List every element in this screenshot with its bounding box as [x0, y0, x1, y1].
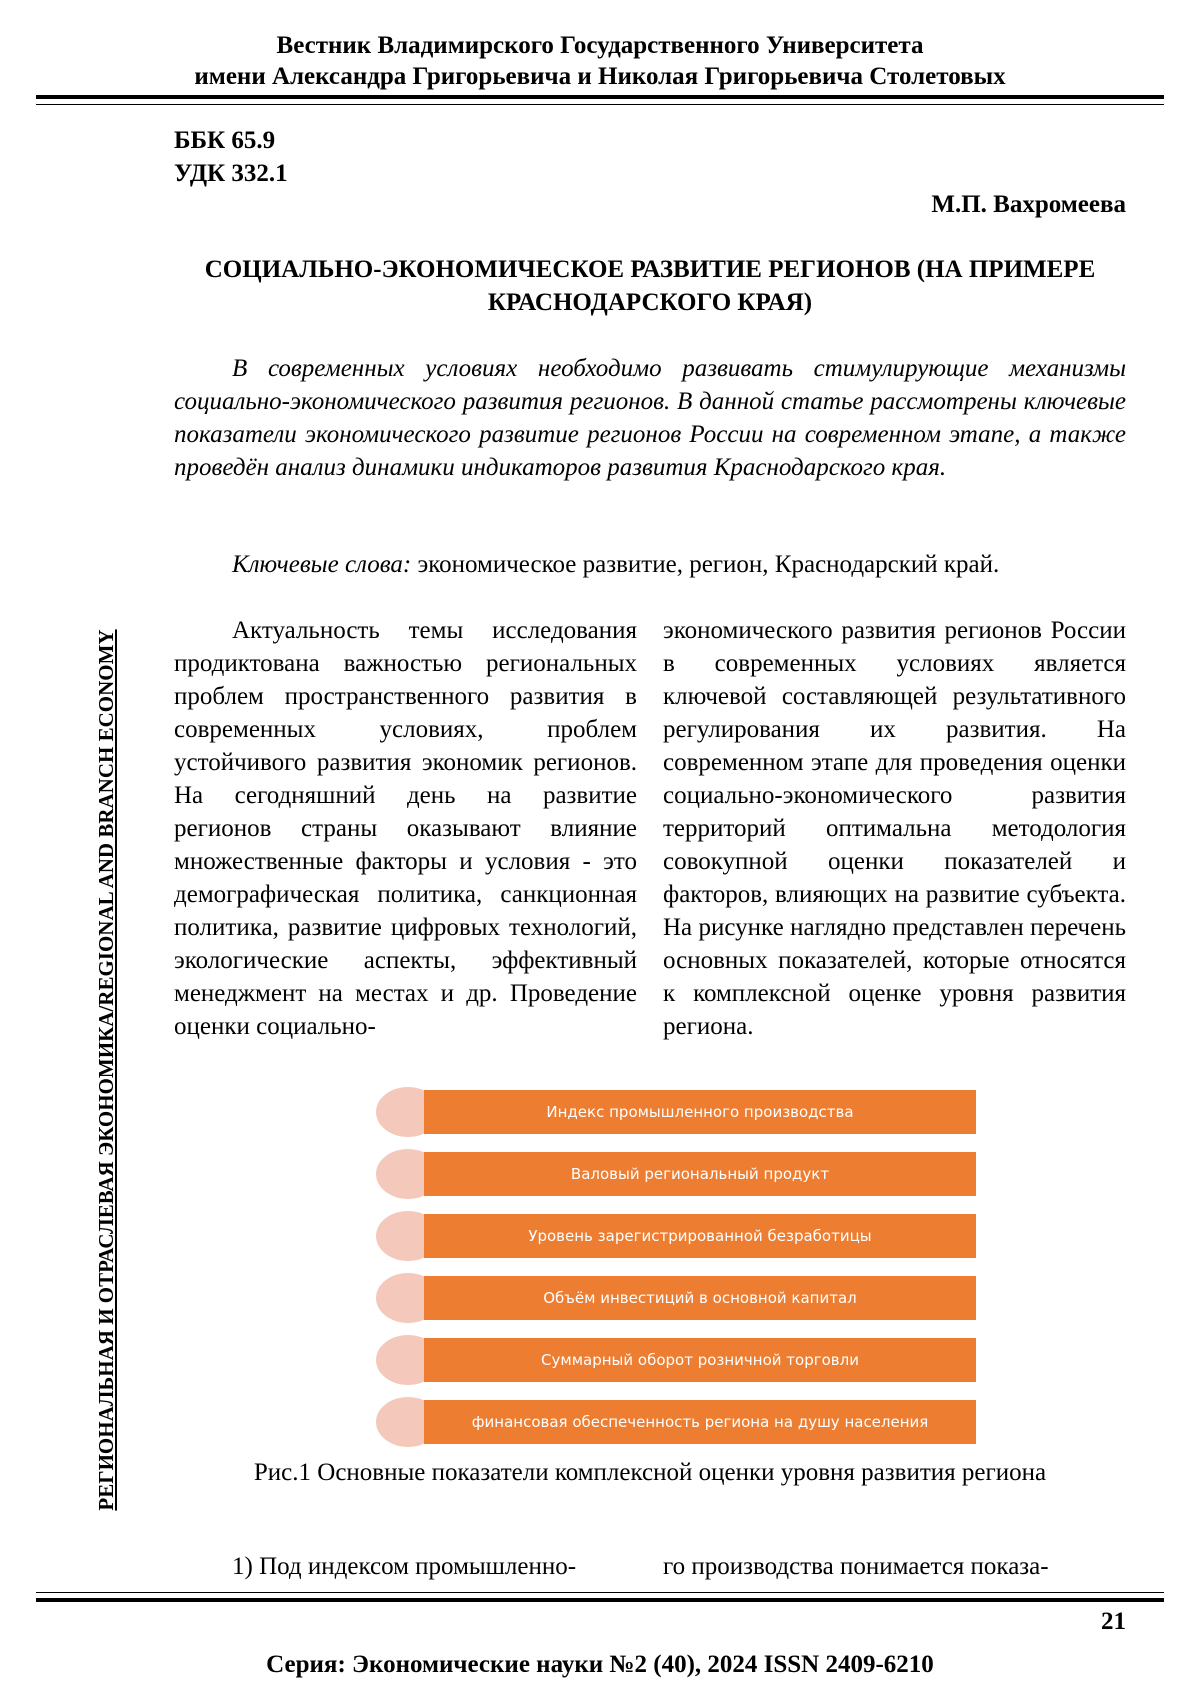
diagram-item-label: Индекс промышленного производства: [424, 1090, 976, 1134]
body-column-right-continued: го производства понимается показа-: [663, 1553, 1049, 1580]
author-name: М.П. Вахромеева: [931, 191, 1126, 218]
diagram-item-label: Суммарный оборот розничной торговли: [424, 1338, 976, 1382]
diagram-item-label: Уровень зарегистрированной безработицы: [424, 1214, 976, 1258]
keywords: [174, 548, 1126, 581]
bbk-code: ББК 65.9: [174, 127, 276, 154]
header-rule-thin: [36, 104, 1164, 105]
keywords-label: Ключевые слова:: [232, 551, 412, 578]
diagram-item-label: Объём инвестиций в основной капитал: [424, 1276, 976, 1320]
footer-rule-thick: [36, 1598, 1164, 1602]
indicators-diagram: [376, 1087, 976, 1447]
keywords-text: экономическое развитие, регион, Краснодарский край.: [411, 551, 1000, 578]
classification-codes: [174, 124, 288, 190]
article-title: СОЦИАЛЬНО-ЭКОНОМИЧЕСКОЕ РАЗВИТИЕ РЕГИОНОВ (НА ПРИМЕРЕ КРАСНОДАРСКОГО КРАЯ): [204, 256, 1096, 316]
abstract: В современных условиях необходимо развивать стимулирующие механизмы социально-экономического развития регионов. В данной статье рассмотрены ключевые показатели экономического развитие регионов России на современном этапе, а также проведён анализ динамики индикаторов развития Краснодарского края.: [174, 355, 1126, 481]
figure-caption: Рис.1 Основные показатели комплексной оценки уровня развития региона: [253, 1459, 1047, 1486]
diagram-item: [376, 1273, 976, 1323]
diagram-item: [376, 1335, 976, 1385]
header-rule-thick: [36, 95, 1164, 99]
journal-title-line-1: Вестник Владимирского Государственного Университета: [276, 32, 924, 59]
section-side-label: РЕГИОНАЛЬНАЯ И ОТРАСЛЕВАЯ ЭКОНОМИКА/REGIONAL AND BRANCH ECONOMY: [94, 629, 118, 1511]
series-footer: Серия: Экономические науки №2 (40), 2024 ISSN 2409-6210: [266, 1651, 934, 1678]
page-number: 21: [1101, 1608, 1126, 1635]
body-column-right: экономического развития регионов России в современных условиях является ключевой составляющей результативного регулирования их развития. На современном этапе для проведения оценки социально-экономического развития территорий оптимальна методология совокупной оценки показателей и факторов, влияющих на развитие субъекта. На рисунке наглядно представлен перечень основных показателей, которые относятся к комплексной оценке уровня развития региона.: [663, 617, 1126, 1040]
diagram-item: [376, 1397, 976, 1447]
diagram-item: [376, 1149, 976, 1199]
diagram-item: [376, 1211, 976, 1261]
body-column-left-continued: 1) Под индексом промышленно-: [232, 1553, 577, 1580]
diagram-item-label: Валовый региональный продукт: [424, 1152, 976, 1196]
body-column-left: Актуальность темы исследования продиктована важностью региональных проблем пространственного развития в современных условиях, проблем устойчивого развития экономик регионов. На сегодняшний день на развитие регионов страны оказывают влияние множественные факторы и условия - это демографическая политика, санкционная политика, развитие цифровых технологий, экологические аспекты, эффективный менеджмент на местах и др. Проведение оценки социально-: [174, 617, 637, 1040]
diagram-item-label: финансовая обеспеченность региона на душу населения: [424, 1400, 976, 1444]
footer-rule-thin: [36, 1592, 1164, 1593]
journal-title-line-2: имени Александра Григорьевича и Николая Григорьевича Столетовых: [194, 63, 1006, 90]
diagram-item: [376, 1087, 976, 1137]
udk-code: УДК 332.1: [174, 160, 288, 187]
